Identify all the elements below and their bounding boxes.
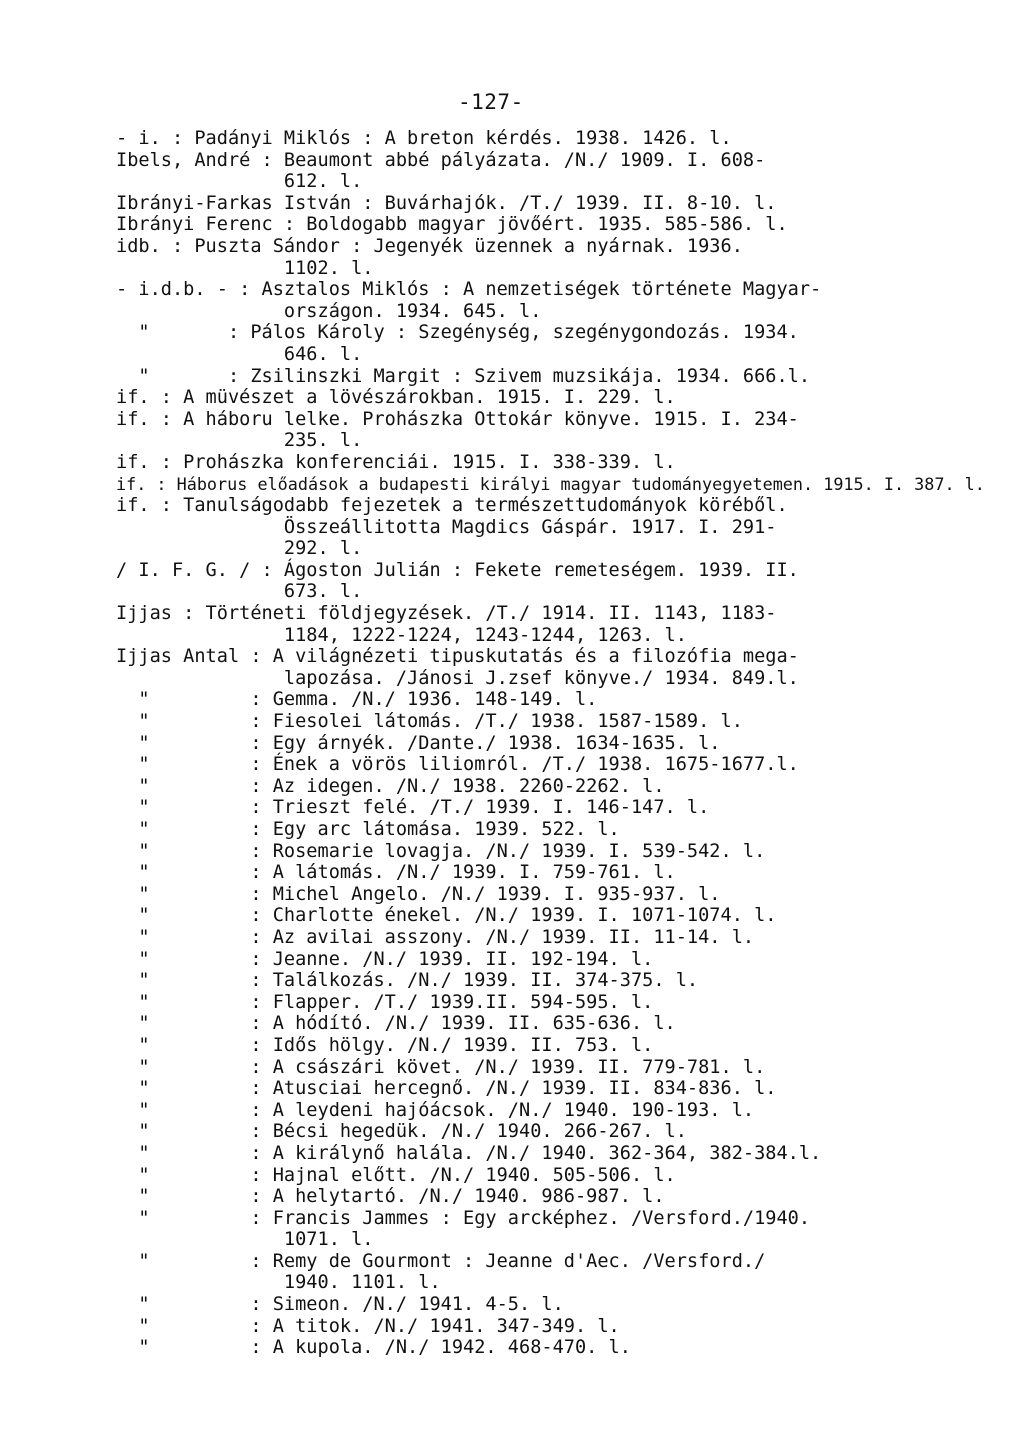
bibliography-line: " : Remy de Gourmont : Jeanne d'Aec. /Versford./ [116,1250,766,1272]
bibliography-line: 646. l. [116,343,363,365]
bibliography-line: 292. l. [116,538,363,560]
bibliography-line: " : A császári követ. /N./ 1939. II. 779-781. l. [116,1056,766,1078]
bibliography-line: " : Bécsi hegedük. /N./ 1940. 266-267. l. [116,1121,687,1143]
bibliography-line: Ijjas Antal : A világnézeti tipuskutatás és a filozófia mega- [116,646,799,668]
bibliography-line: " : Flapper. /T./ 1939.II. 594-595. l. [116,991,654,1013]
bibliography-line: Ibrányi-Farkas István : Buvárhajók. /T./ 1939. II. 8-10. l. [116,192,777,214]
bibliography-line: if. : A háboru lelke. Prohászka Ottokár könyve. 1915. I. 234- [116,408,799,430]
bibliography-line: if. : A müvészet a lövészárokban. 1915. I. 229. l. [116,387,676,409]
bibliography-line: " : Találkozás. /N./ 1939. II. 374-375. l. [116,970,699,992]
bibliography-line: " : Egy arc látomása. 1939. 522. l. [116,819,620,840]
bibliography-line: " : Gemma. /N./ 1936. 148-149. l. [116,689,598,711]
bibliography-line: " : Egy árnyék. /Dante./ 1938. 1634-1635. l. [116,732,721,754]
bibliography-line: Összeállitotta Magdics Gáspár. 1917. I. 291- [116,516,777,538]
bibliography-line: 1940. 1101. l. [116,1272,441,1294]
bibliography-line: " : Francis Jammes : Egy arcképhez. /Versford./1940. [116,1207,811,1229]
bibliography-line: " : A királynő halála. /N./ 1940. 362-364, 382-384.l. [116,1142,822,1164]
bibliography-line: " : A helytartó. /N./ 1940. 986-987. l. [116,1186,665,1208]
bibliography-line: " : Trieszt felé. /T./ 1939. I. 146-147. l. [116,797,710,819]
bibliography-line: Ijjas : Történeti földjegyzések. /T./ 1914. II. 1143, 1183- [116,603,777,625]
bibliography-line: " : A titok. /N./ 1941. 347-349. l. [116,1315,620,1337]
bibliography-line: " : A kupola. /N./ 1942. 468-470. l. [116,1337,631,1359]
page-number: -127- [458,90,524,114]
bibliography-line: 1071. l. [116,1229,374,1251]
bibliography-line: Ibrányi Ferenc : Boldogabb magyar jövőért. 1935. 585-586. l. [116,214,788,236]
bibliography-line: " : Idős hölgy. /N./ 1939. II. 753. l. [116,1034,654,1056]
bibliography-line: if. : Tanulságodabb fejezetek a természettudományok köréből. [116,495,788,517]
bibliography-line: " : A hódító. /N./ 1939. II. 635-636. l. [116,1013,676,1035]
bibliography-line: " : Az avilai asszony. /N./ 1939. II. 11-14. l. [116,926,755,948]
bibliography-line: " : Simeon. /N./ 1941. 4-5. l. [116,1294,564,1316]
bibliography-line: if. : Háborus előadások a budapesti királyi magyar tudományegyetemen. 1915. I. 387. l. [116,473,985,494]
bibliography-line: 235. l. [116,430,363,452]
bibliography-line: - i.d.b. - : Asztalos Miklós : A nemzetiségek története Magyar- [116,279,822,301]
bibliography-line: 1184, 1222-1224, 1243-1244, 1263. l. [116,624,687,646]
bibliography-line: " : A leydeni hajóácsok. /N./ 1940. 190-193. l. [116,1099,755,1121]
bibliography-line: idb. : Puszta Sándor : Jegenyék üzennek a nyárnak. 1936. [116,235,743,257]
bibliography-line: if. : Prohászka konferenciái. 1915. I. 338-339. l. [116,451,676,473]
bibliography-list [116,128,996,1359]
bibliography-line: " : Ének a vörös liliomról. /T./ 1938. 1675-1677.l. [116,754,799,776]
bibliography-line: 1102. l. [116,257,374,279]
bibliography-line: lapozása. /Jánosi J.zsef könyve./ 1934. 849.l. [116,667,799,689]
bibliography-line: " : Az idegen. /N./ 1938. 2260-2262. l. [116,775,665,797]
bibliography-line: " : Jeanne. /N./ 1939. II. 192-194. l. [116,948,654,970]
bibliography-line: Ibels, André : Beaumont abbé pályázata. /N./ 1909. I. 608- [116,149,766,171]
bibliography-line: / I. F. G. / : Ágoston Julián : Fekete remeteségem. 1939. II. [116,559,799,581]
bibliography-line: " : Rosemarie lovagja. /N./ 1939. I. 539-542. l. [116,840,766,862]
bibliography-line: " : Fiesolei látomás. /T./ 1938. 1587-1589. l. [116,711,743,733]
bibliography-line: " : Michel Angelo. /N./ 1939. I. 935-937. l. [116,883,721,905]
bibliography-line: " : Atusciai hercegnő. /N./ 1939. II. 834-836. l. [116,1078,777,1100]
bibliography-line: " : Pálos Károly : Szegénység, szegénygondozás. 1934. [116,322,799,344]
bibliography-line: országon. 1934. 645. l. [116,300,542,322]
bibliography-line: 612. l. [116,171,363,193]
bibliography-line: " : Zsilinszki Margit : Szivem muzsikája. 1934. 666.l. [116,365,811,387]
bibliography-line: " : A látomás. /N./ 1939. I. 759-761. l. [116,862,676,884]
bibliography-line: 673. l. [116,581,363,603]
bibliography-line: " : Charlotte énekel. /N./ 1939. I. 1071-1074. l. [116,905,777,927]
bibliography-line: " : Hajnal előtt. /N./ 1940. 505-506. l. [116,1164,676,1186]
bibliography-line: - i. : Padányi Miklós : A breton kérdés. 1938. 1426. l. [116,128,732,149]
